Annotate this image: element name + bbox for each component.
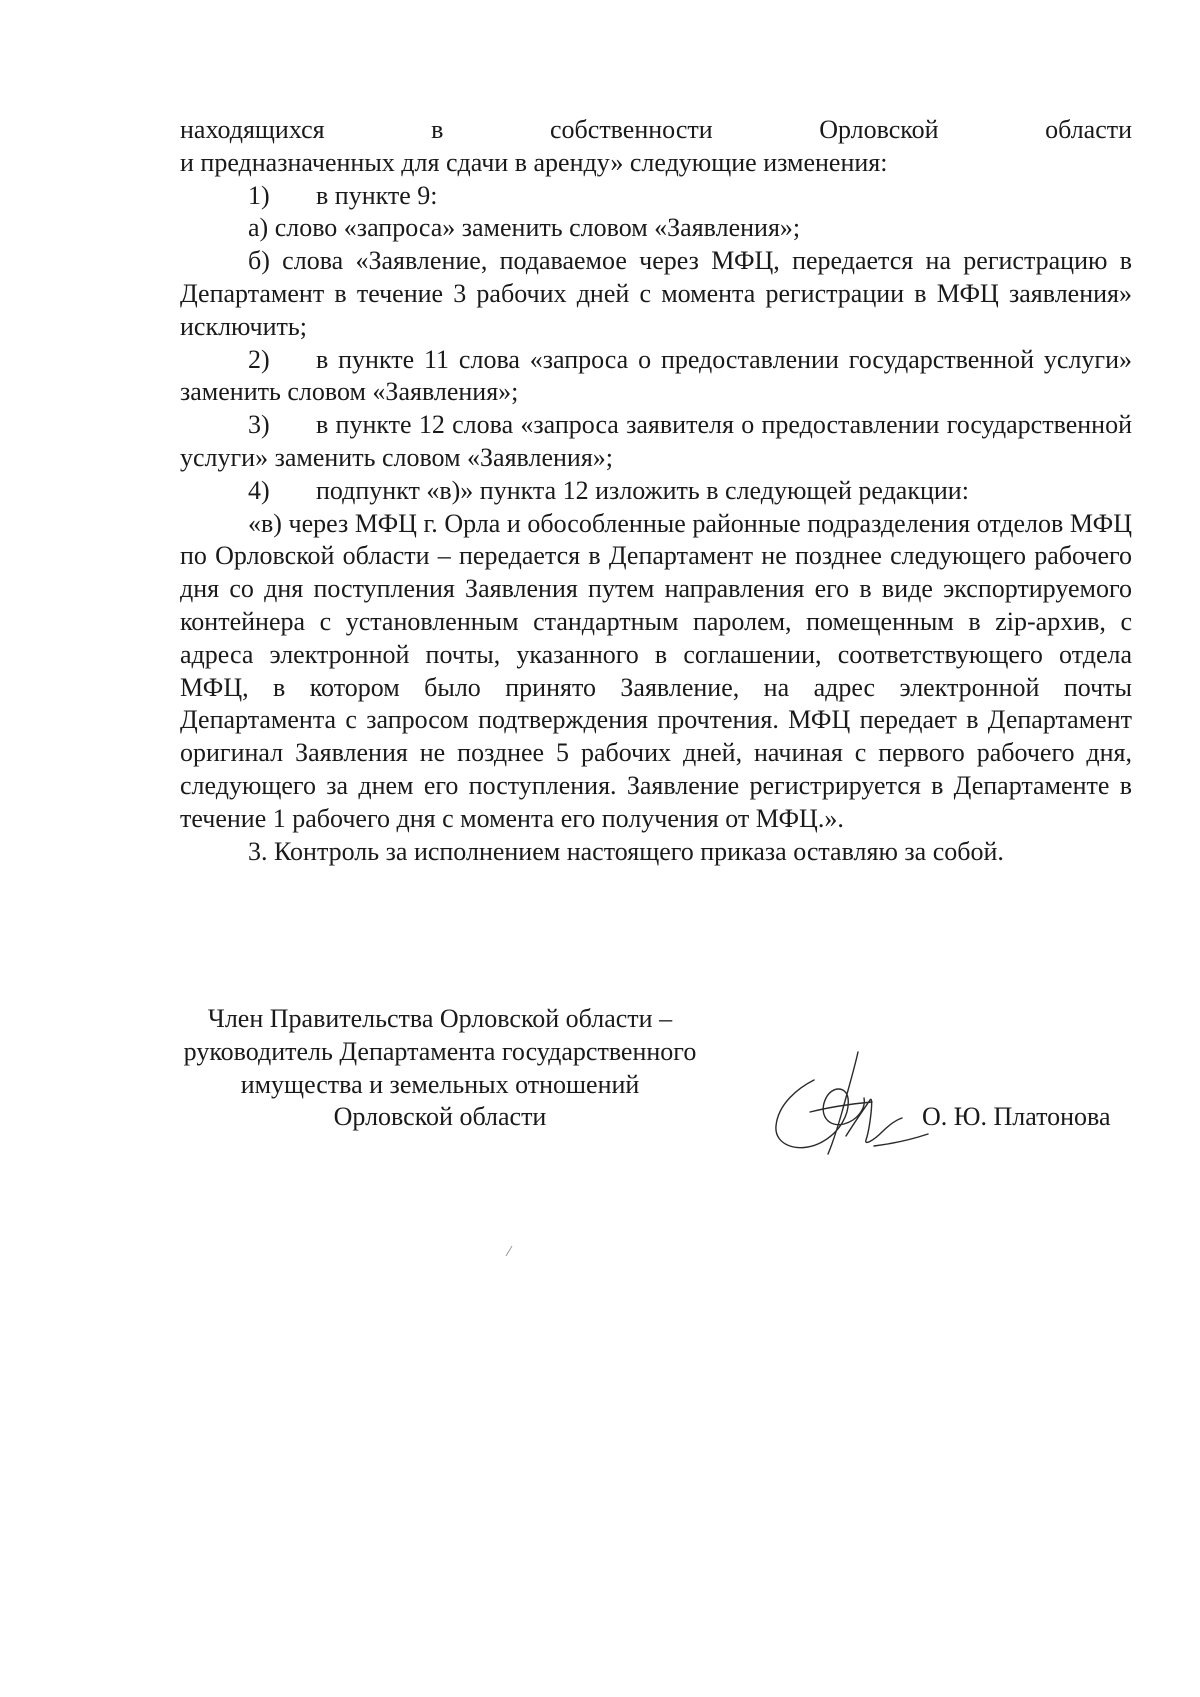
item-3 (180, 409, 1132, 475)
handwritten-signature (770, 1050, 930, 1160)
signatory-title-line: Член Правительства Орловской области – (207, 1004, 673, 1033)
signatory-title-line: имущества и земельных отношений (240, 1069, 640, 1099)
item-1 (180, 180, 1132, 213)
point-3: 3. Контроль за исполнением настоящего приказа оставляю за собой. (248, 836, 1004, 866)
item-4 (180, 475, 1132, 508)
document-body (180, 114, 1132, 868)
signatory-title-line: руководитель Департамента государственного (183, 1036, 697, 1066)
signatory-title (150, 1003, 730, 1134)
item-b: б) слова «Заявление, подаваемое через МФЦ, передается на регистрацию в Департамент в течение 3 рабочих дней с момента регистрации в МФЦ заявления» исключить; (180, 246, 1132, 341)
item-text: в пункте 11 слова «запроса о предоставлении государственной услуги» заменить словом «Заявления»; (180, 344, 1132, 407)
item-a: а) слово «запроса» заменить словом «Заявления»; (248, 213, 801, 243)
item-number: 4) (248, 475, 270, 505)
item-text: в пункте 9: (316, 180, 438, 210)
word: области (1045, 115, 1133, 144)
item-number: 1) (248, 180, 270, 210)
paragraph-line-2: и предназначенных для сдачи в аренду» следующие изменения: (180, 147, 888, 177)
paragraph-line-1 (180, 114, 1132, 147)
signatory-title-line: Орловской области (333, 1102, 547, 1132)
item-text: в пункте 12 слова «запроса заявителя о предоставлении государственной услуги» заменить словом «Заявления»; (180, 410, 1132, 472)
item-text: подпункт «в)» пункта 12 изложить в следующей редакции: (316, 475, 969, 505)
word: в собственности (431, 115, 713, 144)
word: находящихся (180, 115, 325, 144)
signer-name: О. Ю. Платонова (922, 1102, 1111, 1131)
item-number: 3) (248, 410, 270, 440)
item-2 (180, 344, 1132, 410)
item-number: 2) (248, 344, 270, 374)
word: Орловской (819, 115, 939, 144)
item-v: «в) через МФЦ г. Орла и обособленные районные подразделения отделов МФЦ по Орловской области – передается в Департамент не позднее следующего рабочего дня со дня поступления Заявления путем направления его в виде экспортируемого контейнера с установленным стандартным паролем, помещенным в zip-архив, с адреса электронной почты, указанного в соглашении, соответствующего отдела МФЦ, в котором было принято Заявление, на адрес электронной почты Департамента с запросом подтверждения прочтения. МФЦ передает в Департамент оригинал Заявления не позднее 5 рабочих дней, начиная с первого рабочего дня, следующего за днем его поступления. Заявление регистрируется в Департаменте в течение 1 рабочего дня с момента его получения от МФЦ.». (180, 508, 1132, 833)
scan-artifact (505, 1245, 513, 1257)
